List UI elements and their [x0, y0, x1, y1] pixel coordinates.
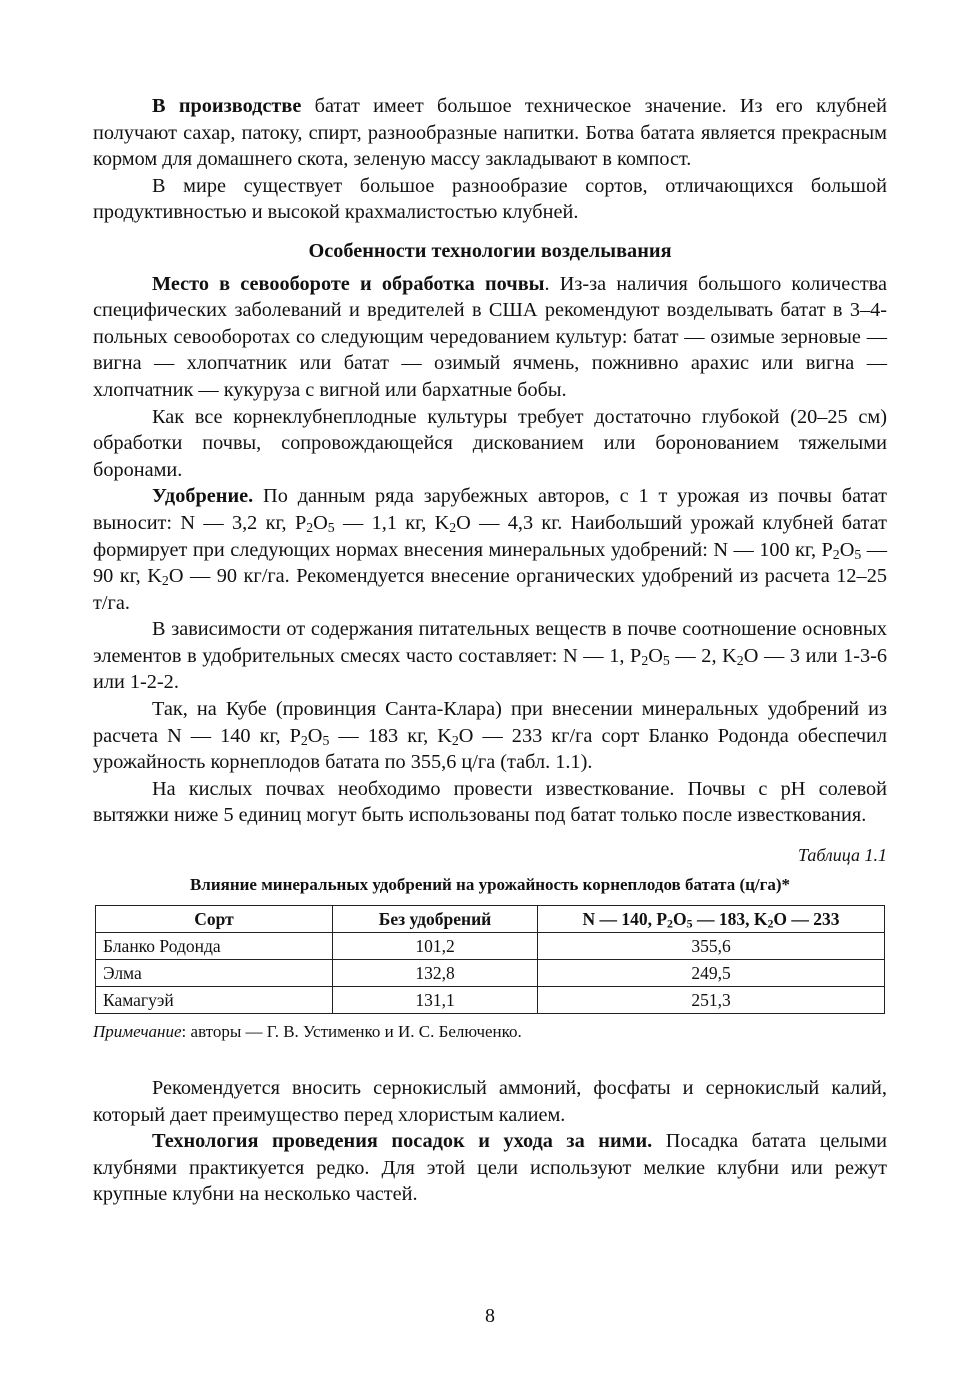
section-heading: Особенности технологии возделывания [308, 239, 672, 262]
table-note-label: Примечание [93, 1022, 182, 1042]
table-cell-npk: 355,6 [538, 933, 885, 960]
table-header-row [96, 906, 885, 933]
paragraph-text: батат имеет большое техническое значение. Из его клубней получают сахар, патоку, спирт, разнообразные напитки. Ботва батата является прекрасным кормом для домашнего скота, зеленую массу закладывают в компост. [93, 95, 887, 171]
table-cell-no-fertilizer: 132,8 [333, 960, 538, 987]
after-table-section [93, 1075, 887, 1208]
table-note [93, 1020, 887, 1044]
table-number: Таблица 1.1 [797, 845, 887, 866]
paragraph-recommendation [93, 1075, 887, 1128]
paragraph-crop-rotation [93, 271, 887, 404]
paragraph-nutrient-ratio [93, 616, 887, 696]
paragraph-text: В мире существует большое разнообразие сортов, отличающихся большой продуктивностью и высокой крахмалистостью клубней. [93, 174, 887, 224]
paragraph-production [93, 93, 887, 173]
paragraph-text: В зависимости от содержания питательных веществ в почве соотношение основных элементов в удобрительных смесях часто составляет: N — 1, $P_2O_5$ — 2, $K_2O$ — 3 или 1-3-6 или 1-2-2. [93, 618, 887, 694]
table-row [96, 960, 885, 987]
table-row [96, 987, 885, 1014]
paragraph-varieties [93, 173, 887, 226]
paragraph-cuba-example [93, 696, 887, 776]
paragraph-text: Рекомендуется вносить сернокислый аммоний, фосфаты и сернокислый калий, который дает преимущество перед хлористым калием. [93, 1077, 887, 1126]
table-cell-npk: 251,3 [538, 987, 885, 1014]
table-cell-no-fertilizer: 131,1 [333, 987, 538, 1014]
paragraph-text: Так, на Кубе (провинция Санта-Клара) при внесении минеральных удобрений из расчета N — 140 кг, $P_2O_5$ — 183 кг, $K_2O$ — 233 кг/га сорт Бланко Родонда обеспечил урожайность корнеплодов батата по 355,6 ц/га (табл. 1.1). [93, 698, 887, 774]
yield-table [95, 905, 885, 1014]
page-number: 8 [485, 1305, 495, 1327]
paragraph-lead: Удобрение. [152, 485, 254, 508]
table-title: Влияние минеральных удобрений на урожайность корнеплодов батата (ц/га)* [189, 875, 791, 895]
table-row [96, 933, 885, 960]
table-cell-npk: 249,5 [538, 960, 885, 987]
paragraph-text: На кислых почвах необходимо провести известкование. Почвы с pH солевой вытяжки ниже 5 единиц могут быть использованы под батат только после известкования. [93, 777, 887, 827]
paragraph-text: Как все корнеклубнеплодные культуры требует достаточно глубокой (20–25 см) обработки почвы, сопровождающейся дискованием или боронованием тяжелыми боронами. [93, 405, 887, 481]
table-cell-variety: Элма [96, 960, 333, 987]
paragraph-soil-tillage [93, 404, 887, 484]
paragraph-planting-technology [93, 1128, 887, 1208]
page-content [93, 93, 887, 1208]
table-cell-variety: Камагуэй [96, 987, 333, 1014]
paragraph-lead: Технология проведения посадок и ухода за ними. [152, 1130, 653, 1153]
table-note-text: : авторы — Г. В. Устименко и И. С. Белюченко. [181, 1022, 522, 1042]
paragraph-text: . Из-за наличия большого количества специфических заболеваний и вредителей в США рекомендуют возделывать батат в 3–4-польных севооборотах со следующим чередованием культур: батат — озимые зерновые — вигна — хлопчатник или батат — озимый ячмень, пожнивно арахис или вигна — хлопчатник — кукуруза с вигной или бархатные бобы. [93, 272, 887, 401]
table-header-cell: Сорт [96, 906, 333, 933]
table-header-cell: N — 140, $P_2O_5$ — 183, $K_2O$ — 233 [538, 906, 885, 933]
paragraph-text: По данным ряда зарубежных авторов, с 1 т урожая из почвы батат выносит: N — 3,2 кг, $P_2O_5$ — 1,1 кг, $K_2O$ — 4,3 кг. Наибольший урожай клубней батат формирует при следующих нормах внесения минеральных удобрений: N — 100 кг, $P_2O_5$ — 90 кг, $K_2O$ — 90 кг/га. Рекомендуется внесение органических удобрений из расчета 12–25 т/га. [93, 485, 887, 614]
paragraph-lead: В производстве [152, 95, 302, 117]
table-header-cell: Без удобрений [333, 906, 538, 933]
paragraph-text: Посадка батата целыми клубнями практикуется редко. Для этой цели используют мелкие клубни или режут крупные клубни на несколько частей. [93, 1130, 887, 1206]
table-cell-no-fertilizer: 101,2 [333, 933, 538, 960]
table-cell-variety: Бланко Родонда [96, 933, 333, 960]
paragraph-lead: Место в севообороте и обработка почвы [152, 272, 545, 295]
paragraph-liming [93, 776, 887, 829]
paragraph-fertilizer [93, 483, 887, 616]
